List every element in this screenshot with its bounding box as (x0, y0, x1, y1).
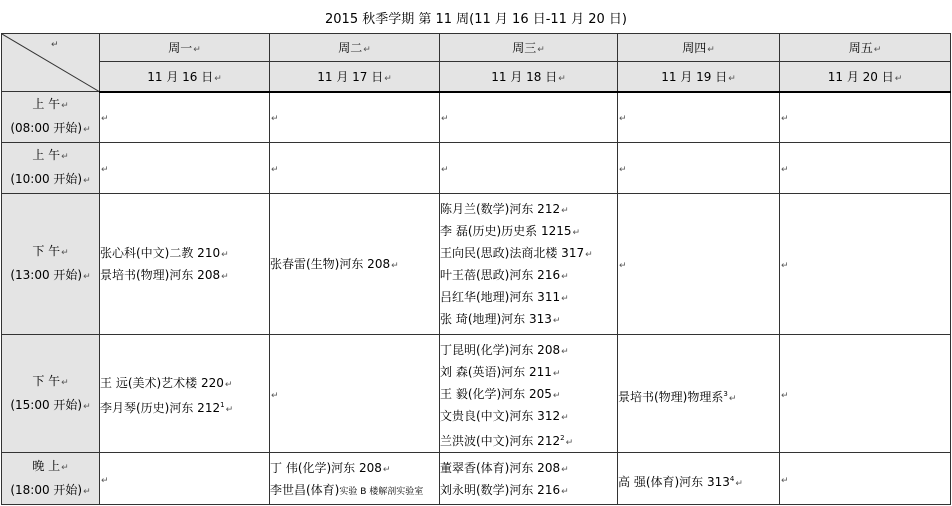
entry-line: 李世昌(体育)实验 B 楼解剖实验室 (270, 482, 424, 497)
slot-label-1500: 下 午↵ (15:00 开始)↵ (2, 335, 100, 453)
cell-1500-thu (618, 335, 780, 453)
date-header-mon: 11 月 16 日↵ (100, 62, 270, 92)
cell-0800-tue: ↵ (270, 92, 440, 143)
slot-label-0800: 上 午↵ (08:00 开始)↵ (2, 92, 100, 143)
cell-1500-fri: ↵ (780, 335, 951, 453)
entry-line: 张心科(中文)二教 210↵ (100, 246, 229, 260)
date-header-fri: 11 月 20 日↵ (780, 62, 951, 92)
day-header-mon: 周一↵ (100, 34, 270, 62)
cell-1300-fri: ↵ (780, 194, 951, 335)
cell-1000-wed: ↵ (440, 143, 618, 194)
cell-1000-fri: ↵ (780, 143, 951, 194)
cell-1800-wed (440, 453, 618, 505)
date-header-tue: 11 月 17 日↵ (270, 62, 440, 92)
cell-1800-fri: ↵ (780, 453, 951, 505)
corner-header-cell (2, 34, 100, 92)
entry-line: 王 毅(化学)河东 205↵ (440, 386, 561, 401)
day-header-tue: 周二↵ (270, 34, 440, 62)
cell-1500-wed (440, 335, 618, 453)
paragraph-mark: ↵ (51, 40, 59, 50)
entry-line: 吕红华(地理)河东 311↵ (440, 290, 569, 304)
entry-line: 李月琴(历史)河东 $212^1↵$ (100, 400, 234, 415)
entry-line: 丁 伟(化学)河东 208↵ (270, 460, 391, 475)
cell-0800-mon: ↵ (100, 92, 270, 143)
cell-1000-thu: ↵ (618, 143, 780, 194)
cell-1300-thu: ↵ (618, 194, 780, 335)
cell-1000-mon: ↵ (100, 143, 270, 194)
entry-line: 董翠香(体育)河东 208↵ (440, 460, 569, 475)
entry-line: 陈月兰(数学)河东 212↵ (440, 202, 569, 216)
slot-label-1000: 上 午↵ (10:00 开始)↵ (2, 143, 100, 194)
cell-1800-tue (270, 453, 440, 505)
schedule-table (1, 33, 951, 505)
cell-0800-fri: ↵ (780, 92, 951, 143)
entry-line: 高 强(体育)河东 $313^4↵$ (618, 474, 743, 489)
cell-1800-mon: ↵ (100, 453, 270, 505)
cell-1300-wed (440, 194, 618, 335)
day-header-wed: 周三↵ (440, 34, 618, 62)
cell-1800-thu (618, 453, 780, 505)
entry-line: 王 远(美术)艺术楼 220↵ (100, 375, 233, 390)
page-title: 2015 秋季学期 第 11 周(11 月 16 日-11 月 20 日) (325, 12, 627, 27)
entry-line: 丁昆明(化学)河东 208↵ (440, 342, 569, 357)
cell-1300-tue (270, 194, 440, 335)
slot-label-1800: 晚 上↵ (18:00 开始)↵ (2, 453, 100, 505)
date-header-wed: 11 月 18 日↵ (440, 62, 618, 92)
entry-line: 刘永明(数学)河东 216↵ (440, 482, 569, 497)
day-header-fri: 周五↵ (780, 34, 951, 62)
entry-line: 兰洪波(中文)河东 $212^2↵$ (440, 433, 574, 448)
entry-line: 张春雷(生物)河东 208↵ (270, 257, 399, 271)
entry-line: 景培书(物理)物理系$^3$↵ (618, 389, 737, 404)
cell-0800-thu: ↵ (618, 92, 780, 143)
entry-line: 李 磊(历史)历史系 1215↵ (440, 224, 581, 238)
day-header-thu: 周四↵ (618, 34, 780, 62)
cell-1500-tue: ↵ (270, 335, 440, 453)
entry-line: 刘 森(英语)河东 211↵ (440, 364, 561, 379)
cell-1000-tue: ↵ (270, 143, 440, 194)
entry-line: 王向民(思政)法商北楼 317↵ (440, 246, 593, 260)
cell-1500-mon (100, 335, 270, 453)
cell-1300-mon (100, 194, 270, 335)
cell-0800-wed: ↵ (440, 92, 618, 143)
slot-label-1300: 下 午↵ (13:00 开始)↵ (2, 194, 100, 335)
date-header-thu: 11 月 19 日↵ (618, 62, 780, 92)
entry-line: 文贵良(中文)河东 312↵ (440, 408, 569, 423)
entry-line: 张 琦(地理)河东 313↵ (440, 312, 561, 326)
entry-line: 叶王蓓(思政)河东 216↵ (440, 268, 569, 282)
entry-line: 景培书(物理)河东 208↵ (100, 268, 229, 282)
